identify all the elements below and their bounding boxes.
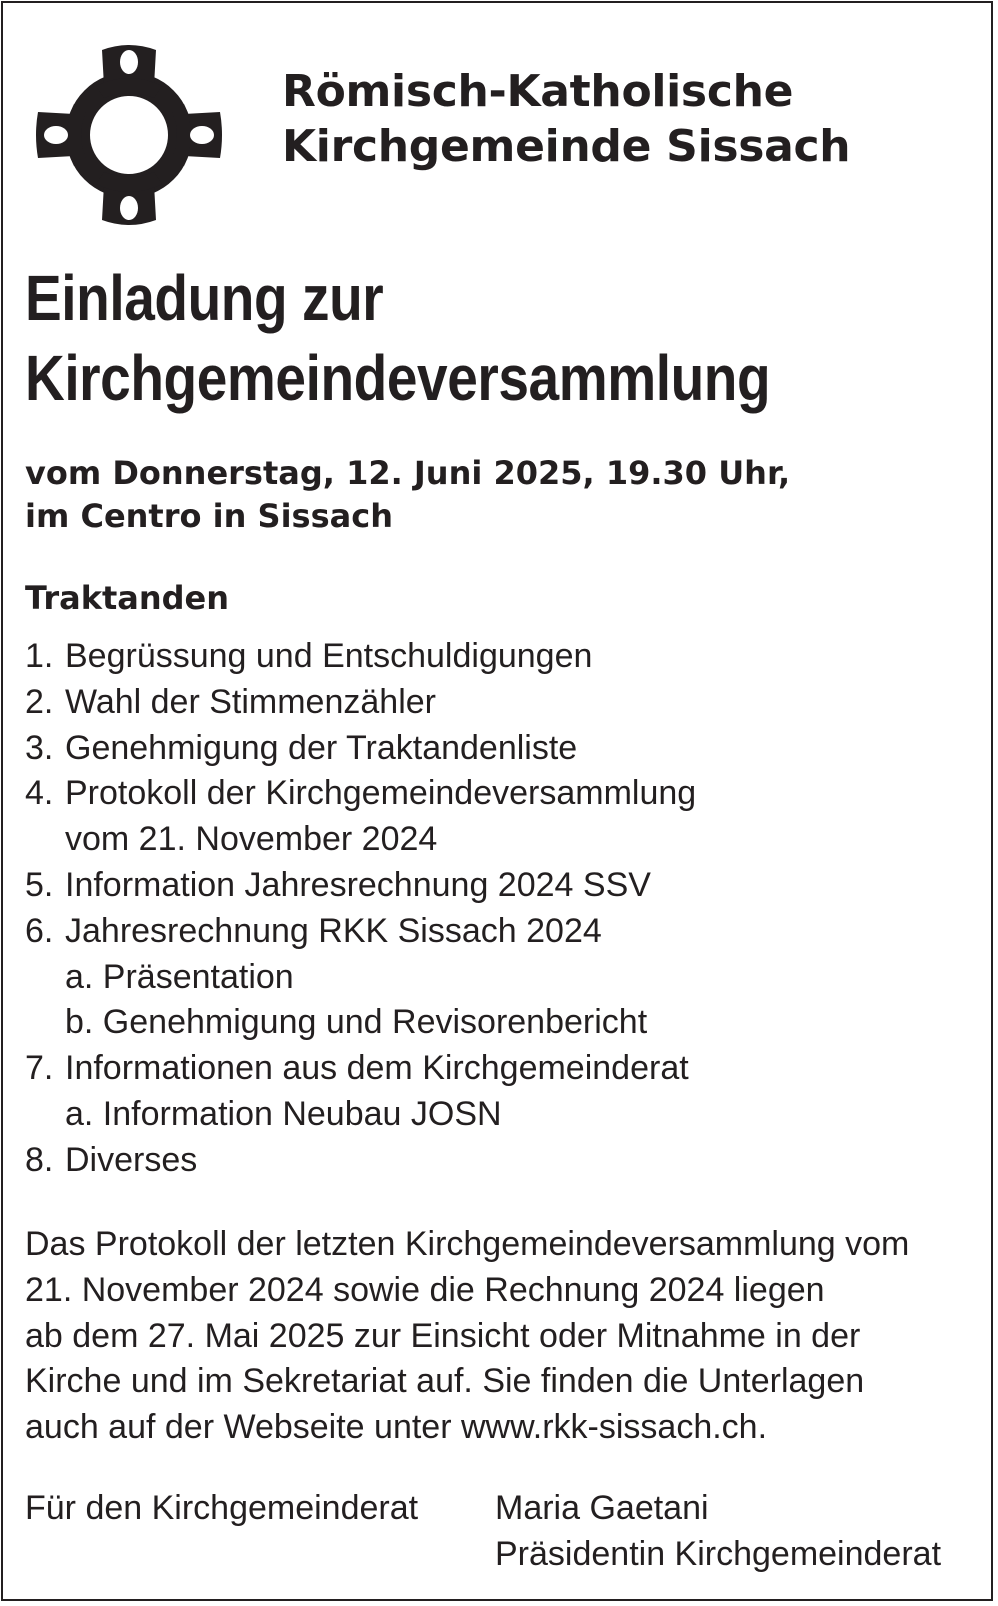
agenda-item-number: 1. bbox=[25, 637, 54, 675]
notice-line: Das Protokoll der letzten Kirchgemeindeversammlung vom bbox=[25, 1225, 910, 1263]
agenda-item bbox=[25, 726, 696, 772]
signature-role: Präsidentin Kirchgemeinderat bbox=[495, 1534, 942, 1573]
agenda-item-row bbox=[25, 726, 696, 772]
signature-council: Für den Kirchgemeinderat bbox=[25, 1489, 419, 1527]
agenda-item-text: Begrüssung und Entschuldigungen bbox=[65, 637, 593, 675]
agenda-item-row bbox=[25, 1138, 696, 1184]
notice-paragraph bbox=[25, 1222, 909, 1451]
agenda-item bbox=[25, 634, 696, 680]
agenda-list bbox=[25, 634, 696, 1184]
page-title bbox=[25, 258, 770, 418]
agenda-item-text: Genehmigung der Traktandenliste bbox=[65, 728, 578, 767]
notice-line: auch auf der Webseite unter www.rkk-sissach.ch. bbox=[25, 1408, 768, 1447]
agenda-item bbox=[25, 1046, 696, 1138]
agenda-item-row bbox=[25, 680, 696, 726]
agenda-item-number: 8. bbox=[25, 1140, 54, 1179]
signature-block bbox=[495, 1486, 941, 1578]
agenda-item bbox=[25, 1138, 696, 1184]
organization-line-2: Kirchgemeinde Sissach bbox=[282, 121, 851, 172]
agenda-item bbox=[25, 771, 696, 863]
agenda-item-text: Jahresrechnung RKK Sissach 2024 bbox=[65, 911, 602, 950]
event-line-2: im Centro in Sissach bbox=[25, 497, 393, 535]
title-line-1: Einladung zur bbox=[25, 262, 384, 334]
notice-line: ab dem 27. Mai 2025 zur Einsicht oder Mitnahme in der bbox=[25, 1316, 861, 1355]
agenda-item-row bbox=[25, 771, 696, 817]
notice-line: Kirche und im Sekretariat auf. Sie finden die Unterlagen bbox=[25, 1362, 865, 1401]
organization-line-1: Römisch-Katholische bbox=[282, 66, 794, 117]
agenda-item-row bbox=[25, 863, 696, 909]
organization-name bbox=[282, 64, 850, 174]
agenda-item-text: Wahl der Stimmenzähler bbox=[65, 682, 436, 721]
agenda-item bbox=[25, 909, 696, 1046]
agenda-subitem: a. Präsentation bbox=[65, 957, 294, 996]
agenda-item-number: 2. bbox=[25, 682, 54, 721]
agenda-item-text: Information Jahresrechnung 2024 SSV bbox=[65, 865, 651, 904]
notice-line: 21. November 2024 sowie die Rechnung 2024 liegen bbox=[25, 1270, 825, 1309]
agenda-heading: Traktanden bbox=[25, 579, 230, 617]
event-date-location bbox=[25, 452, 790, 538]
agenda-item-number: 4. bbox=[25, 774, 54, 813]
agenda-subitem: b. Genehmigung und Revisorenbericht bbox=[65, 1003, 648, 1042]
agenda-item-text: Diverses bbox=[65, 1140, 198, 1179]
agenda-item-number: 3. bbox=[25, 728, 54, 767]
signature-name: Maria Gaetani bbox=[495, 1489, 709, 1527]
title-line-2: Kirchgemeindeversammlung bbox=[25, 342, 771, 414]
agenda-subitem: vom 21. November 2024 bbox=[65, 820, 438, 859]
parish-cross-icon bbox=[34, 40, 224, 230]
agenda-item-row bbox=[25, 634, 696, 680]
agenda-item-number: 7. bbox=[25, 1049, 54, 1088]
agenda-item bbox=[25, 680, 696, 726]
agenda-subitem: a. Information Neubau JOSN bbox=[65, 1094, 502, 1133]
event-line-1: vom Donnerstag, 12. Juni 2025, 19.30 Uhr, bbox=[25, 454, 791, 492]
agenda-item-row bbox=[25, 1046, 696, 1092]
agenda-item-row bbox=[25, 909, 696, 955]
agenda-item-text: Informationen aus dem Kirchgemeinderat bbox=[65, 1049, 689, 1088]
agenda-item-text: Protokoll der Kirchgemeindeversammlung bbox=[65, 774, 697, 813]
agenda-item-number: 5. bbox=[25, 865, 54, 904]
agenda-item-number: 6. bbox=[25, 911, 54, 950]
agenda-item bbox=[25, 863, 696, 909]
